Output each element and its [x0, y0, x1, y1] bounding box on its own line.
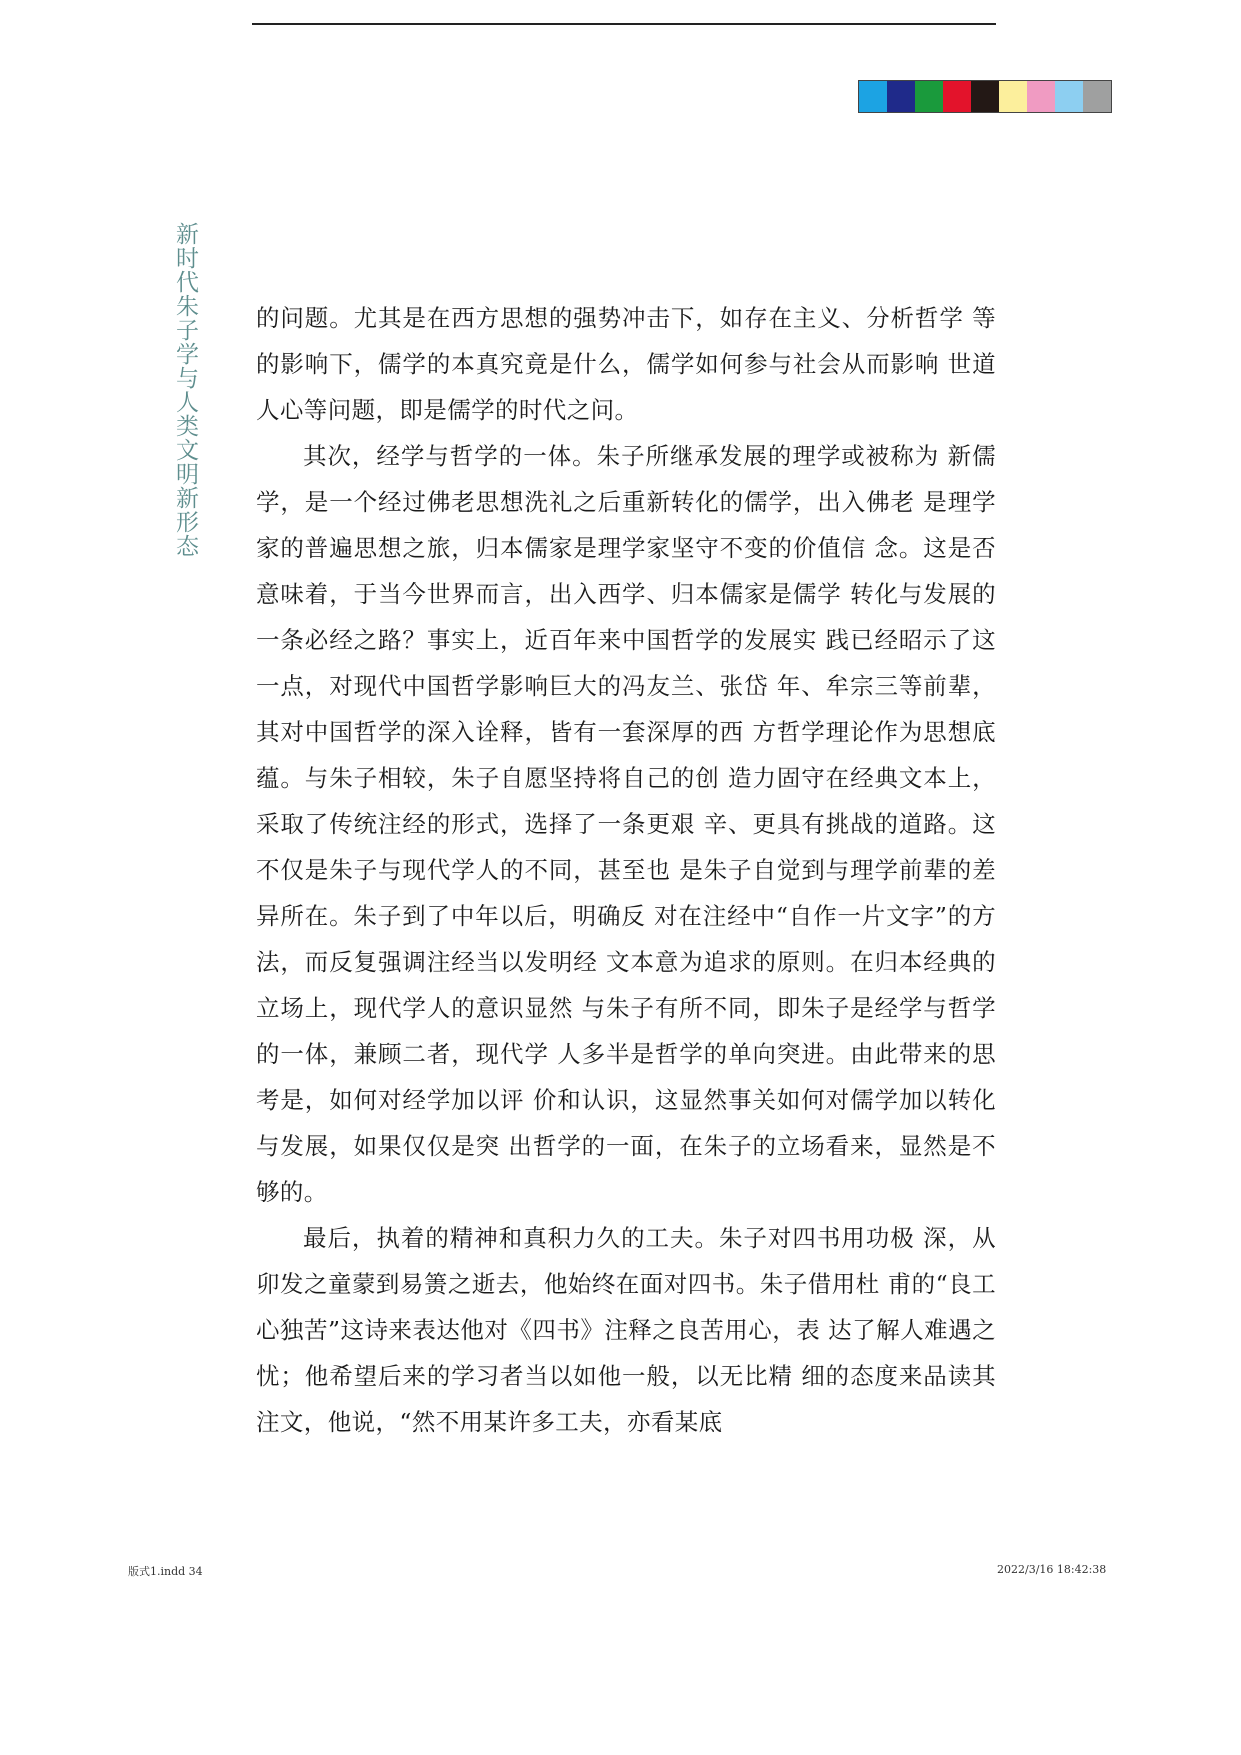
color-swatch [1083, 81, 1111, 112]
color-swatch [1055, 81, 1083, 112]
footer-file-info: 版式1.indd 34 [128, 1565, 203, 1578]
color-swatch [915, 81, 943, 112]
color-swatch [999, 81, 1027, 112]
paragraph: 最后，执着的精神和真积力久的工夫。朱子对四书用功极 深，从卯发之童蒙到易箦之逝去，他始终在面对四书。朱子借用杜 甫的“良工心独苦”这诗来表达他对《四书》注释之良苦用心，表 达了解人难遇之忧；他希望后来的学习者当以如他一般，以无比精 细的态度来品读其注文，他说，“然不用某许多工夫，亦看某底 [256, 1224, 996, 1436]
color-swatch [1027, 81, 1055, 112]
color-swatch [887, 81, 915, 112]
color-swatch [943, 81, 971, 112]
color-swatch [971, 81, 999, 112]
print-color-bar [858, 80, 1112, 113]
paragraph: 的问题。尤其是在西方思想的强势冲击下，如存在主义、分析哲学 等的影响下，儒学的本真究竟是什么，儒学如何参与社会从而影响 世道人心等问题，即是儒学的时代之问。 [256, 304, 996, 424]
running-head-vertical: 新时代朱子学与人类文明新形态 [172, 222, 198, 558]
paragraph: 其次，经学与哲学的一体。朱子所继承发展的理学或被称为 新儒学，是一个经过佛老思想洗礼之后重新转化的儒学，出入佛老 是理学家的普遍思想之旅，归本儒家是理学家坚守不变的价值信 念。这是否意味着，于当今世界而言，出入西学、归本儒家是儒学 转化与发展的一条必经之路？事实上，近百年来中国哲学的发展实 践已经昭示了这一点，对现代中国哲学影响巨大的冯友兰、张岱 年、牟宗三等前辈，其对中国哲学的深入诠释，皆有一套深厚的西 方哲学理论作为思想底蕴。与朱子相较，朱子自愿坚持将自己的创 造力固守在经典文本上，采取了传统注经的形式，选择了一条更艰 辛、更具有挑战的道路。这不仅是朱子与现代学人的不同，甚至也 是朱子自觉到与理学前辈的差异所在。朱子到了中年以后，明确反 对在注经中“自作一片文字”的方法，而反复强调注经当以发明经 文本意为追求的原则。在归本经典的立场上，现代学人的意识显然 与朱子有所不同，即朱子是经学与哲学的一体，兼顾二者，现代学 人多半是哲学的单向突进。由此带来的思考是，如何对经学加以评 价和认识，这显然事关如何对儒学加以转化与发展，如果仅仅是突 出哲学的一面，在朱子的立场看来，显然是不够的。 [256, 442, 996, 1206]
top-rule [252, 23, 996, 25]
footer-timestamp: 2022/3/16 18:42:38 [997, 1563, 1107, 1576]
color-swatch [859, 81, 887, 112]
body-text [256, 295, 996, 1445]
